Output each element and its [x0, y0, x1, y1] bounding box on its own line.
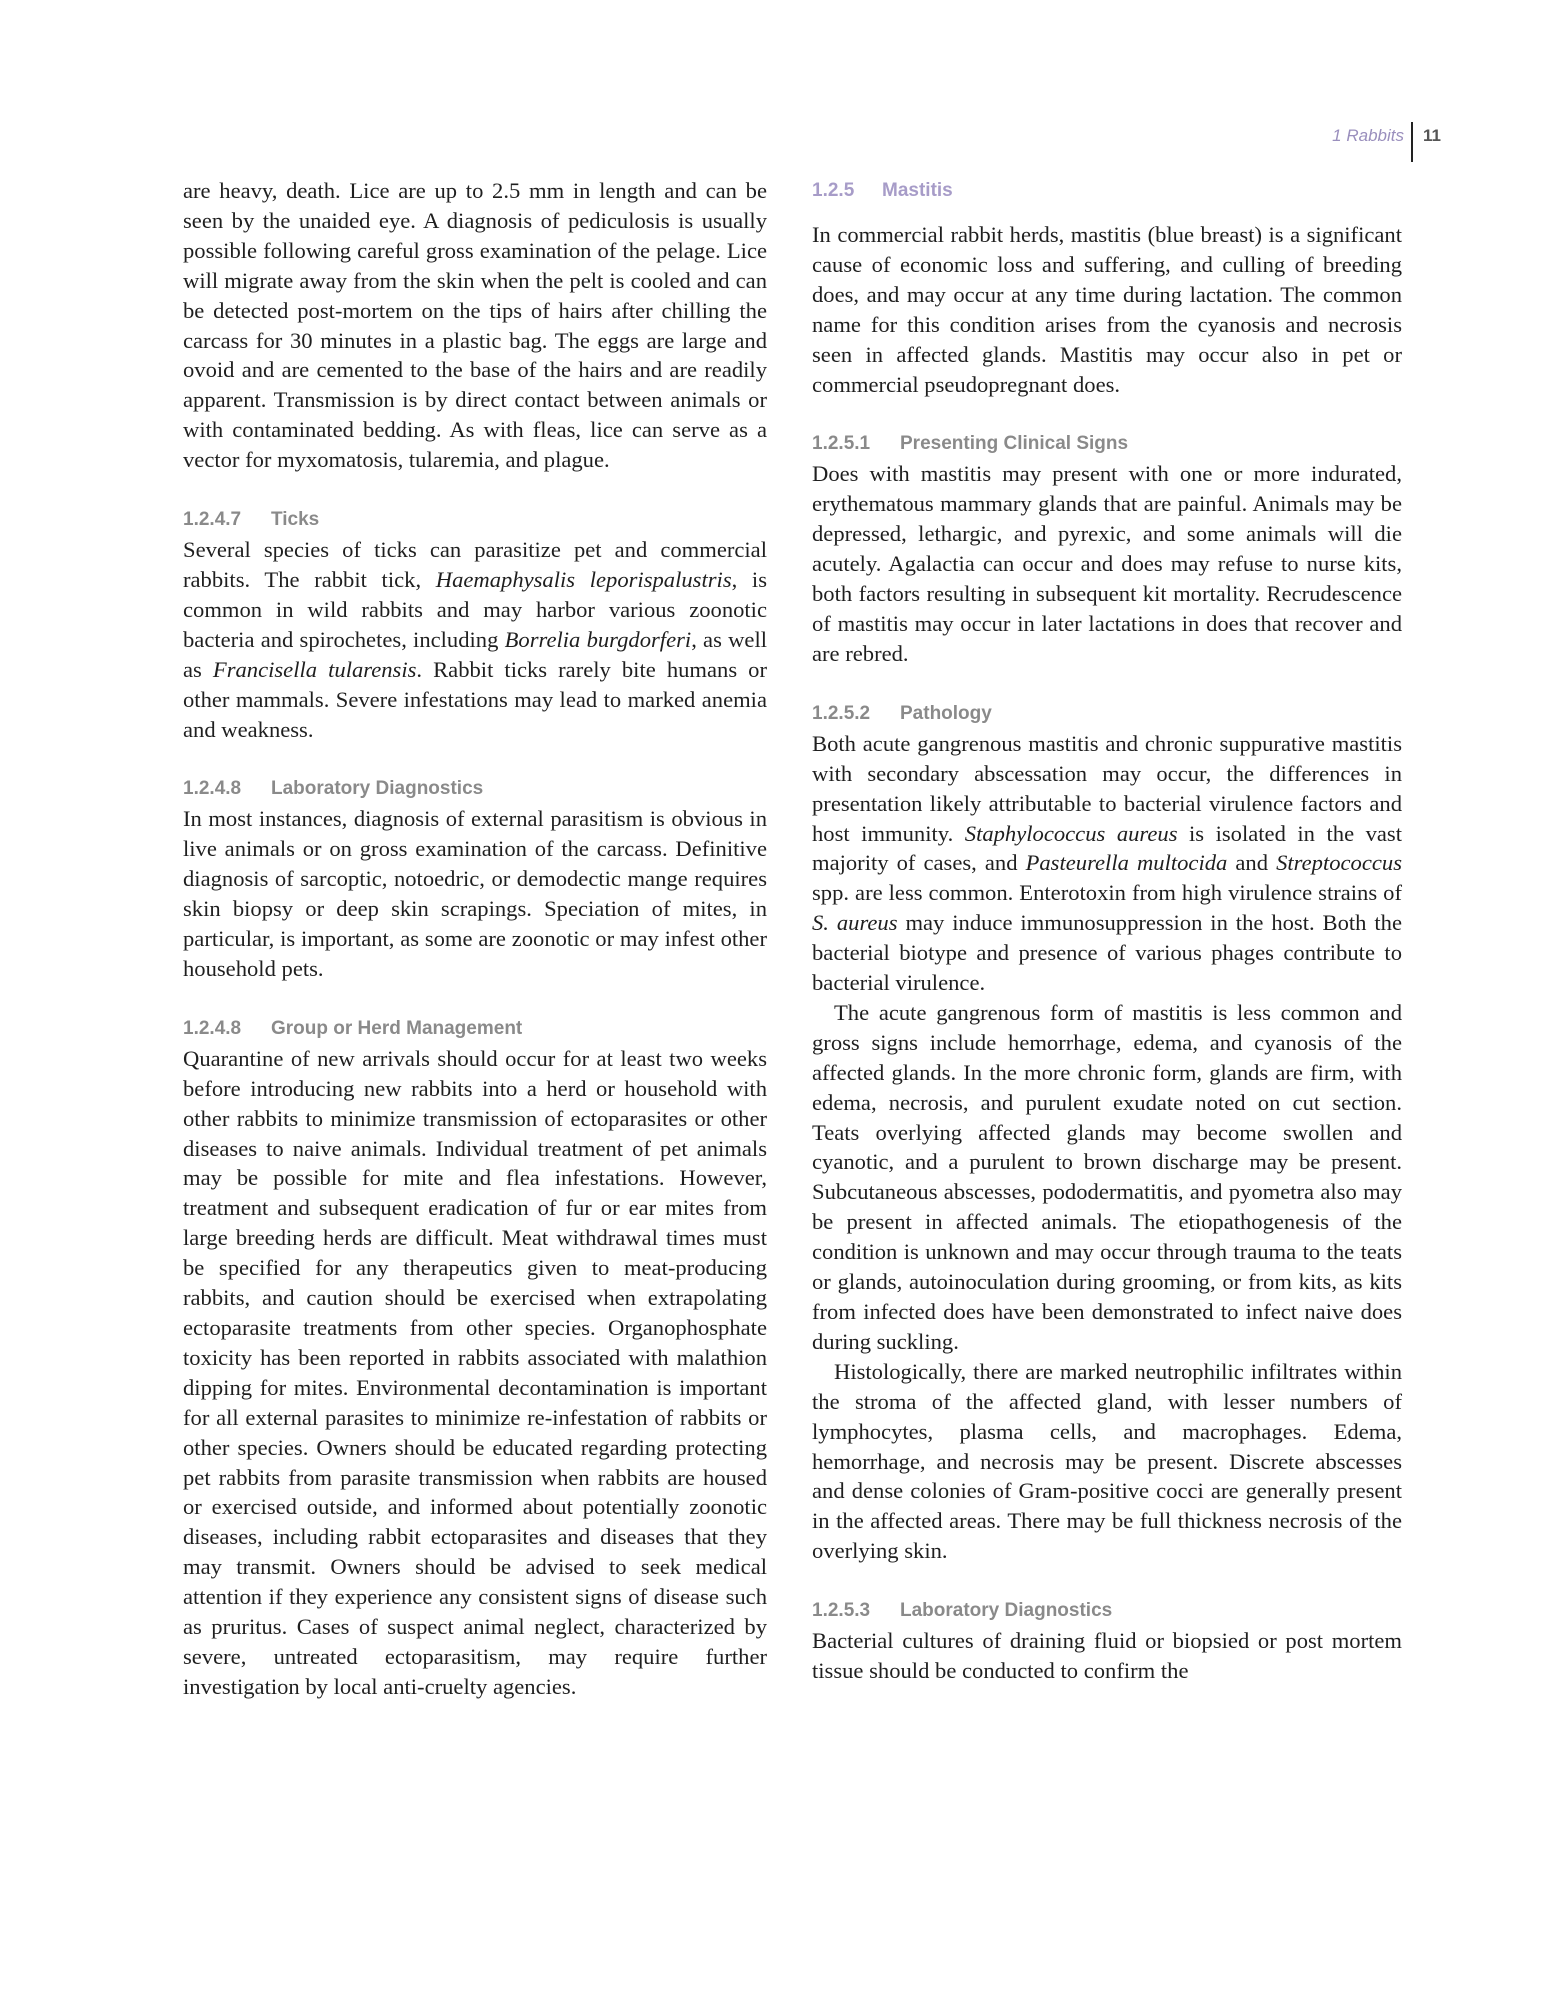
heading-number: 1.2.5 — [812, 180, 855, 201]
heading-title: Presenting Clinical Signs — [900, 433, 1129, 455]
chapter-title: 1 Rabbits — [1332, 126, 1404, 145]
heading-title: Laboratory Diagnostics — [271, 778, 484, 800]
ticks-heading — [183, 505, 767, 535]
right-column — [812, 176, 1402, 1686]
mastitis-paragraph: In commercial rabbit herds, mastitis (blue breast) is a significant cause of economic loss and suffering, and culling of breeding does, and may occur at any time during lactation. The common name for this condition arises from the cyanosis and necrosis seen in affected glands. Mastitis may occur also in pet or commercial pseudopregnant does. — [812, 222, 1402, 397]
pathology-paragraph-1: Both acute gangrenous mastitis and chronic suppurative mastitis with secondary abscessation may occur, the differences in presentation likely attributable to bacterial virulence factors and host immunity. Staphylococcus aureus is isolated in the vast majority of cases, and Pasteurella multocida and Streptococcus spp. are less common. Enterotoxin from high virulence strains of S. aureus may induce immunosuppression in the host. Both the bacterial biotype and presence of various phages contribute to bacterial virulence. — [812, 730, 1403, 996]
heading-number: 1.2.4.8 — [183, 1017, 242, 1039]
heading-number: 1.2.5.2 — [812, 702, 871, 724]
running-head — [0, 122, 1548, 162]
heading-title: Group or Herd Management — [271, 1017, 523, 1039]
heading-number: 1.2.4.7 — [183, 509, 242, 531]
mastitis-heading — [812, 176, 1402, 206]
ticks-paragraph: Several species of ticks can parasitize pet and commercial rabbits. The rabbit tick, Haemaphysalis leporispalustris, is common in wild rabbits and may harbor various zoonotic bacteria and spirochetes, including Borrelia burgdorferi, as well as Francisella tularensis. Rabbit ticks rarely bite humans or other mammals. Severe infestations may lead to marked anemia and weakness. — [183, 537, 767, 742]
clinical-signs-paragraph: Does with mastitis may present with one or more indurated, erythematous mammary glands that are painful. Animals may be depressed, lethargic, and pyrexic, and some animals will die acutely. Agalactia can occur and does may refuse to nurse kits, both factors resulting in subsequent kit mortality. Recrudescence of mastitis may occur in later lactations in does that recover and are rebred. — [812, 461, 1402, 666]
lice-paragraph: are heavy, death. Lice are up to 2.5 mm in length and can be seen by the unaided eye. A diagnosis of pediculosis is usually possible following careful gross examination of the pelage. Lice will migrate away from the skin when the pelt is cooled and can be detected post-mortem on the tips of hairs after chilling the carcass for 30 minutes in a plastic bag. The eggs are large and ovoid and are cemented to the base of the hairs and are readily apparent. Transmission is by direct contact between animals or with contaminated bedding. As with fleas, lice can serve as a vector for myxomatosis, tularemia, and plague. — [183, 178, 767, 473]
lab-diagnostics-2-heading — [812, 1596, 1402, 1626]
heading-title: Ticks — [271, 509, 320, 531]
header-divider — [1411, 122, 1413, 162]
herd-management-paragraph: Quarantine of new arrivals should occur for at least two weeks before introducing new rabbits into a herd or household with other rabbits to minimize transmission of ectoparasites or other diseases to naive animals. Individual treatment of pet animals may be possible for mite and flea infestations. However, treatment and subsequent eradication of fur or ear mites from large breeding herds are difficult. Meat withdrawal times must be specified for any therapeutics given to meat-producing rabbits, and caution should be exercised when extrapolating ectoparasite treatments from other species. Organophosphate toxicity has been reported in rabbits associated with malathion dipping for mites. Environmental decontamination is important for all external parasites to minimize re-infestation of rabbits or other species. Owners should be educated regarding protecting pet rabbits from parasite transmission when rabbits are housed or exercised outside, and informed about potentially zoonotic diseases, including rabbit ectoparasites and diseases that they may transmit. Owners should be advised to seek medical attention if they experience any consistent signs of disease such as pruritus. Cases of suspect animal neglect, characterized by severe, untreated ectoparasitism, may require further investigation by local anti-cruelty agencies. — [183, 1045, 767, 1699]
heading-title: Pathology — [900, 702, 992, 724]
page-number: 11 — [1423, 126, 1441, 145]
heading-number: 1.2.5.1 — [812, 433, 871, 455]
heading-title: Mastitis — [882, 180, 953, 201]
herd-management-heading — [183, 1014, 767, 1044]
pathology-heading — [812, 699, 1402, 729]
heading-number: 1.2.4.8 — [183, 778, 242, 800]
lab-diagnostics-paragraph: In most instances, diagnosis of external parasitism is obvious in live animals or on gross examination of the carcass. Definitive diagnosis of sarcoptic, notoedric, or demodectic mange requires skin biopsy or deep skin scrapings. Speciation of mites, in particular, is important, as some are zoonotic or may infest other household pets. — [183, 806, 767, 981]
pathology-paragraph-3: Histologically, there are marked neutrophilic infiltrates within the stroma of the affected gland, with lesser numbers of lymphocytes, plasma cells, and macrophages. Edema, hemorrhage, and necrosis may be present. Discrete abscesses and dense colonies of Gram-positive cocci are generally present in the affected areas. There may be full thickness necrosis of the overlying skin. — [812, 1358, 1402, 1564]
left-column — [183, 176, 767, 1702]
heading-number: 1.2.5.3 — [812, 1600, 871, 1622]
lab-diagnostics-heading — [183, 774, 767, 804]
clinical-signs-heading — [812, 429, 1402, 459]
lab-diagnostics-2-paragraph: Bacterial cultures of draining fluid or biopsied or post mortem tissue should be conducted to confirm the — [812, 1628, 1402, 1684]
heading-title: Laboratory Diagnostics — [900, 1600, 1113, 1622]
pathology-paragraph-2: The acute gangrenous form of mastitis is less common and gross signs include hemorrhage, edema, and cyanosis of the affected glands. In the more chronic form, glands are firm, with edema, necrosis, and purulent exudate noted on cut section. Teats overlying affected glands may become swollen and cyanotic, and a purulent to brown discharge may be present. Subcutaneous abscesses, pododermatitis, and pyometra also may be present in affected animals. The etiopathogenesis of the condition is unknown and may occur through trauma to the teats or glands, autoinoculation during grooming, or from kits, as kits from infected does have been demonstrated to infect naive does during suckling. — [812, 999, 1402, 1354]
